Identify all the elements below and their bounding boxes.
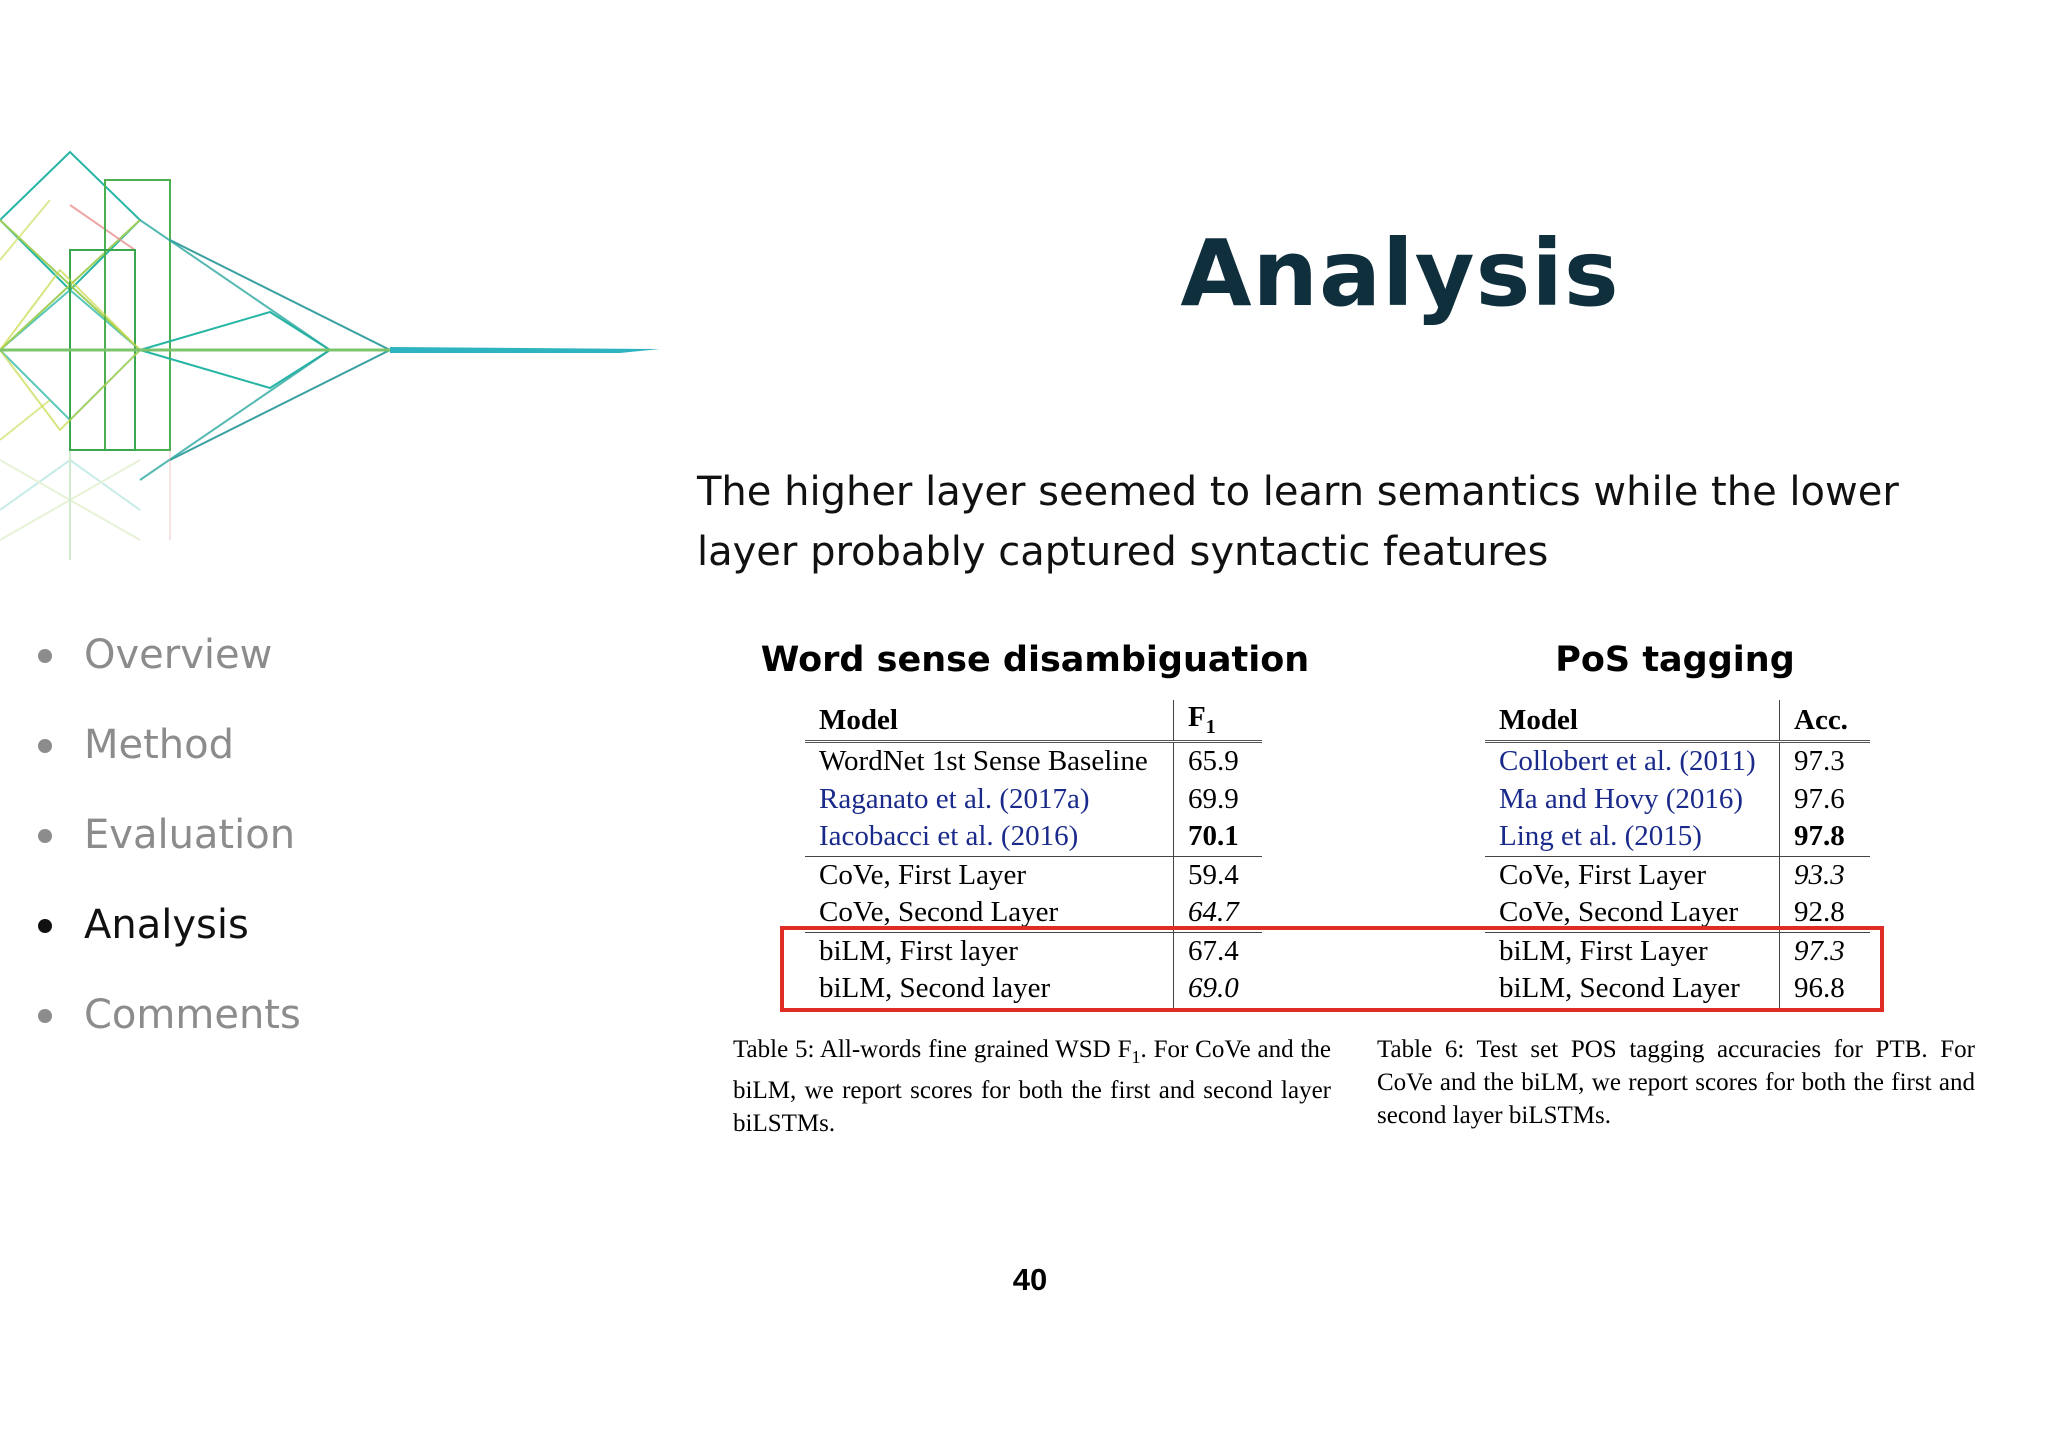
citation-link[interactable]: Iacobacci et al. (2016) [819,820,1079,853]
bullet-icon [38,829,52,843]
wsd-table-caption [733,1033,1331,1140]
page-number: 40 [1012,1262,1048,1297]
score-cell: 97.6 [1780,781,1871,819]
model-cell: CoVe, Second Layer [1499,896,1739,929]
nav-item-method[interactable] [30,710,301,800]
nav-item-label: Evaluation [84,812,296,858]
bilm-rows-highlight-box [780,926,1884,1012]
wsd-heading: Word sense disambiguation [760,640,1310,680]
model-cell: WordNet 1st Sense Baseline [819,745,1148,778]
bullet-icon [38,649,52,663]
table-row [1485,781,1870,819]
caption-text: Table 5: All-words fine grained WSD F [733,1036,1132,1063]
nav-item-overview[interactable] [30,620,301,710]
slide-title: Analysis [1180,220,1620,327]
nav-item-comments[interactable] [30,980,301,1070]
nav-item-label: Analysis [84,902,249,948]
score-cell: 93.3 [1780,856,1871,894]
model-cell: CoVe, First Layer [1485,856,1780,894]
score-cell: 69.9 [1174,781,1263,819]
column-header-model: Model [805,700,1174,742]
citation-link[interactable]: Raganato et al. (2017a) [819,782,1090,815]
score-cell: 97.8 [1780,818,1871,856]
model-cell: biLM, Second Layer [1499,972,1740,1005]
model-cell: CoVe, First Layer [805,856,1174,894]
score-cell: 65.9 [1174,742,1263,781]
bullet-icon [38,739,52,753]
citation-link[interactable]: Collobert et al. (2011) [1499,745,1756,778]
model-cell: biLM, Second layer [819,972,1051,1005]
caption-subscript: 1 [1131,1047,1141,1067]
score-cell: 97.3 [1780,932,1871,970]
column-header-acc: Acc. [1780,700,1871,742]
decorative-network-graphic [0,140,670,580]
model-cell: biLM, First layer [805,932,1174,970]
column-header-model: Model [1485,700,1780,742]
score-cell: 59.4 [1174,856,1263,894]
citation-link[interactable]: Ma and Hovy (2016) [1499,782,1744,815]
nav-item-analysis[interactable] [30,890,301,980]
citation-link[interactable]: Ling et al. (2015) [1499,820,1702,853]
table-header-row [1485,700,1870,742]
section-nav [30,620,301,1070]
table-row [805,818,1262,856]
nav-item-evaluation[interactable] [30,800,301,890]
score-cell: 92.8 [1780,894,1871,932]
table-row [1485,856,1870,894]
score-cell: 97.3 [1780,742,1871,781]
score-cell: 64.7 [1174,894,1263,932]
bullet-icon [38,1009,52,1023]
caption-text: . For CoVe and the biLM, we report scores for both the first and second layer biLSTMs. [733,1036,1332,1137]
pos-table-caption: Table 6: Test set POS tagging accuracies for PTB. For CoVe and the biLM, we report scores for both the first and second layer biLSTMs. [1377,1036,1975,1129]
table-row [1485,742,1870,781]
score-cell: 96.8 [1780,970,1871,1008]
table-row [805,781,1262,819]
nav-item-label: Comments [84,992,301,1038]
pos-heading: PoS tagging [1555,640,1795,680]
score-cell: 67.4 [1174,932,1263,970]
score-cell: 69.0 [1174,970,1263,1008]
score-cell: 70.1 [1174,818,1263,856]
f-label: F [1188,701,1206,734]
column-header-f1 [1174,700,1263,742]
table-header-row [805,700,1262,742]
nav-item-label: Method [84,722,235,768]
slide-subtitle: The higher layer seemed to learn semantics while the lower layer probably captured syntactic features [697,469,1899,575]
bullet-icon [38,919,52,933]
table-row [1485,818,1870,856]
model-cell: biLM, First Layer [1485,932,1780,970]
table-row [805,742,1262,781]
table-row [805,856,1262,894]
f-subscript: 1 [1205,715,1216,738]
model-cell: CoVe, Second Layer [819,896,1059,929]
nav-item-label: Overview [84,632,273,678]
